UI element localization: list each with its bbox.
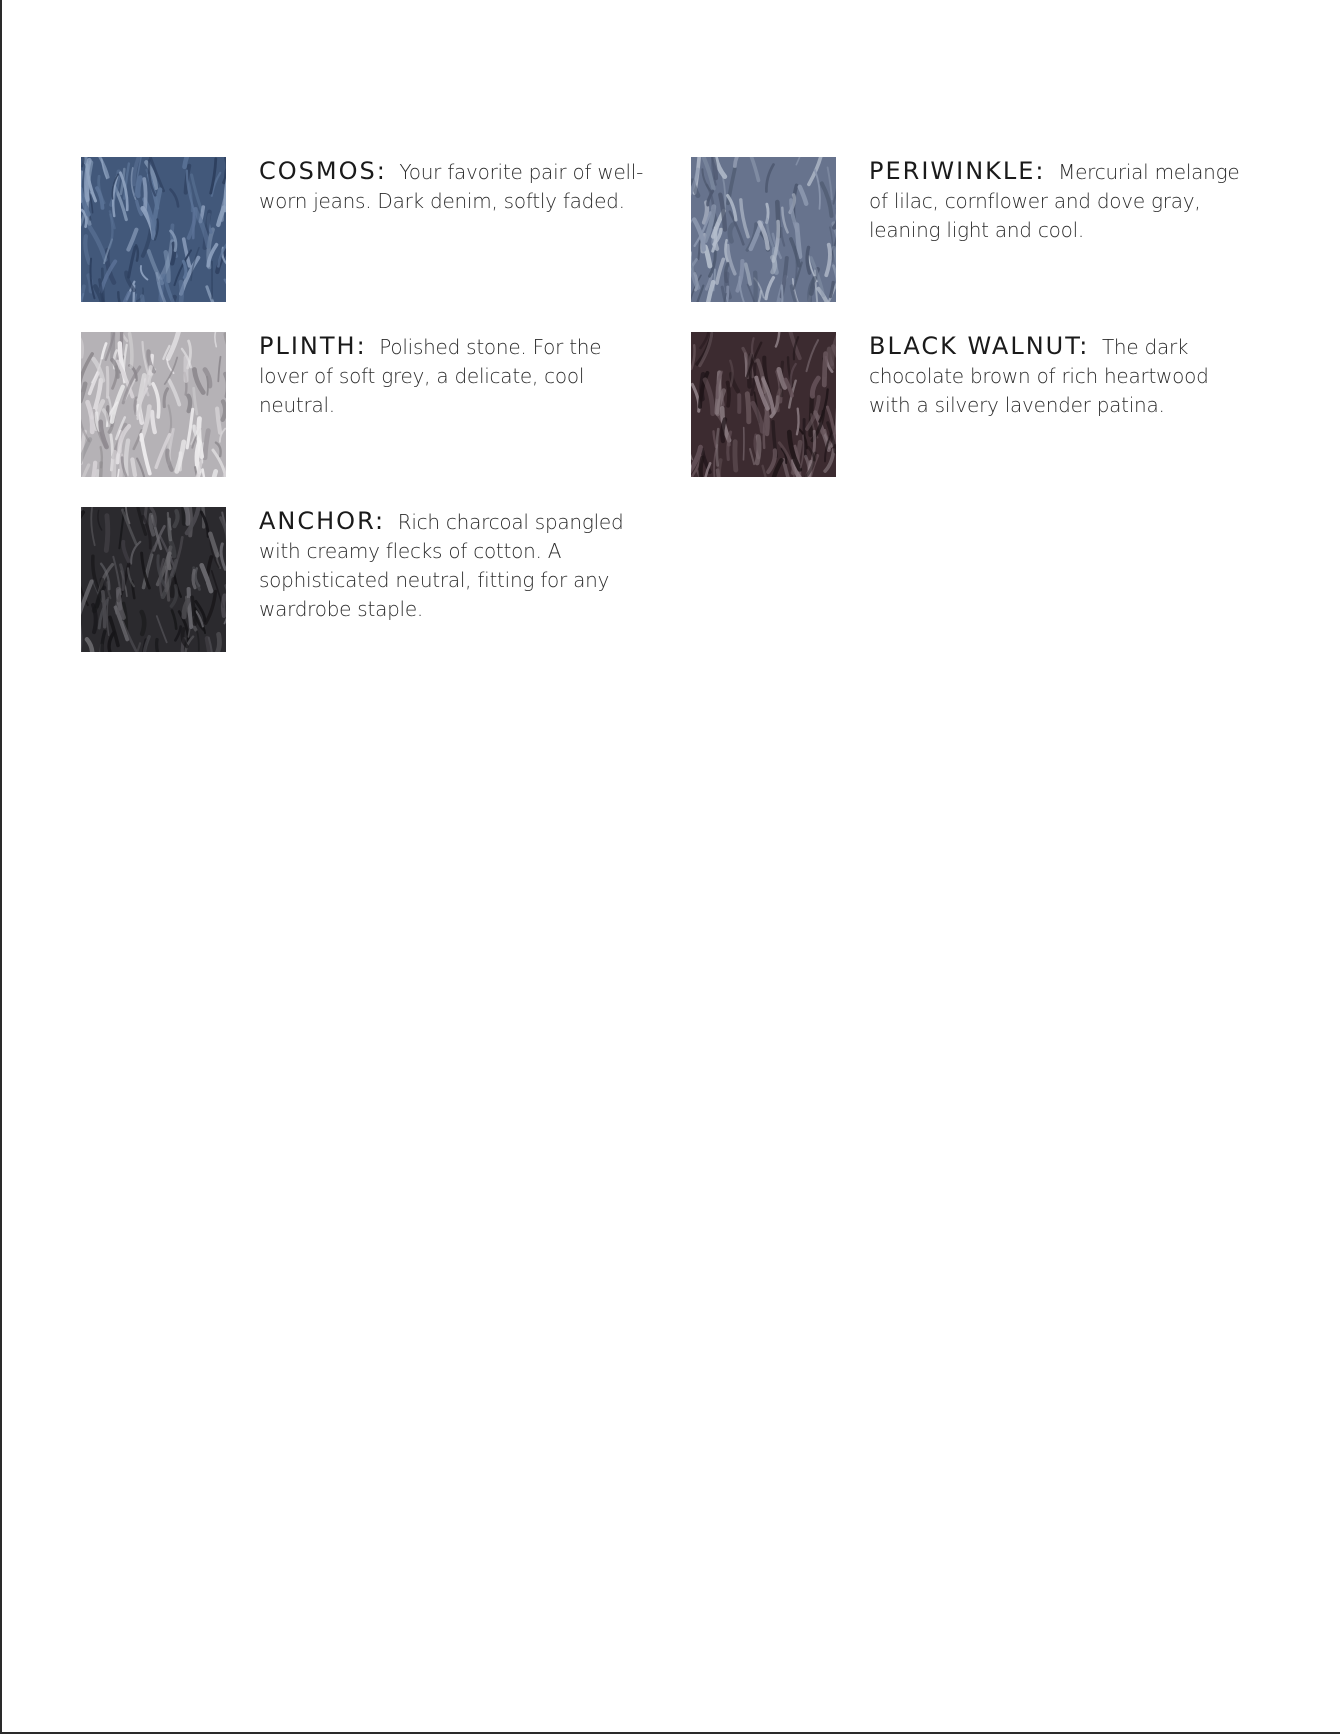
- yarn-strand: [107, 367, 108, 397]
- swatch-caption: [259, 507, 644, 624]
- yarn-strand: [114, 452, 115, 477]
- yarn-strand: [183, 507, 184, 524]
- color-name: ANCHOR:: [259, 507, 386, 535]
- swatch-entry-plinth: [81, 332, 671, 477]
- yarn-swatch-image: [691, 157, 836, 302]
- yarn-swatch-plinth: [81, 332, 226, 477]
- yarn-strand: [144, 179, 145, 210]
- swatch-entry-cosmos: [81, 157, 671, 302]
- yarn-strand: [181, 282, 182, 302]
- yarn-strand: [189, 589, 192, 627]
- yarn-swatch-black-walnut: [691, 332, 836, 477]
- yarn-strand: [199, 419, 202, 457]
- swatch-entry-black-walnut: [691, 332, 1281, 477]
- yarn-strand: [717, 429, 718, 465]
- swatch-entry-anchor: [81, 507, 671, 652]
- color-name: BLACK WALNUT:: [869, 332, 1090, 360]
- color-name: PERIWINKLE:: [869, 157, 1046, 185]
- color-name: PLINTH:: [259, 332, 367, 360]
- color-description: Your favorite pair of well-worn jeans. Dark denim, softly faded.: [259, 160, 644, 213]
- yarn-strand: [132, 460, 135, 476]
- yarn-strand: [767, 409, 768, 434]
- swatch-caption: [259, 332, 629, 420]
- yarn-strand: [757, 437, 759, 463]
- color-description: Rich charcoal spangled with creamy flecks of cotton. A sophisticated neutral, fitting for any wardrobe staple.: [259, 510, 624, 621]
- yarn-strand: [168, 554, 169, 569]
- swatch-caption: [869, 157, 1259, 245]
- yarn-strand: [824, 354, 825, 385]
- yarn-swatch-image: [691, 332, 836, 477]
- yarn-strand: [172, 244, 174, 264]
- yarn-strand: [126, 441, 128, 475]
- swatch-entry-periwinkle: [691, 157, 1281, 302]
- yarn-strand: [172, 579, 174, 595]
- yarn-strand: [207, 377, 208, 395]
- swatch-caption: [869, 332, 1239, 420]
- yarn-strand: [728, 383, 729, 406]
- yarn-strand: [735, 442, 736, 470]
- yarn-strand: [218, 634, 220, 652]
- yarn-strand: [727, 287, 728, 301]
- color-name: COSMOS:: [259, 157, 387, 185]
- yarn-strand: [747, 394, 749, 422]
- yarn-strand: [223, 596, 225, 616]
- yarn-strand: [106, 516, 107, 551]
- yarn-strand: [81, 172, 82, 202]
- yarn-strand: [180, 453, 181, 470]
- yarn-strand: [722, 419, 725, 441]
- yarn-strand: [103, 592, 105, 627]
- yarn-strand: [193, 209, 194, 238]
- swatch-caption: [259, 157, 659, 216]
- yarn-swatch-periwinkle: [691, 157, 836, 302]
- yarn-swatch-image: [81, 332, 226, 477]
- yarn-strand: [142, 612, 145, 634]
- color-description: The dark chocolate brown of rich heartwood with a silvery lavender patina.: [869, 335, 1209, 417]
- yarn-swatch-image: [81, 507, 226, 652]
- yarn-strand: [130, 334, 132, 367]
- color-description: Mercurial melange of lilac, cornflower and dove gray, leaning light and cool.: [869, 160, 1240, 242]
- yarn-strand: [138, 178, 140, 196]
- yarn-strand: [93, 463, 95, 477]
- yarn-strand: [719, 460, 721, 477]
- yarn-strand: [188, 396, 190, 411]
- yarn-swatch-image: [81, 157, 226, 302]
- yarn-swatch-anchor: [81, 507, 226, 652]
- yarn-strand: [169, 519, 170, 539]
- yarn-swatch-cosmos: [81, 157, 226, 302]
- color-description: Polished stone. For the lover of soft grey, a delicate, cool neutral.: [259, 335, 602, 417]
- yarn-strand: [152, 412, 155, 432]
